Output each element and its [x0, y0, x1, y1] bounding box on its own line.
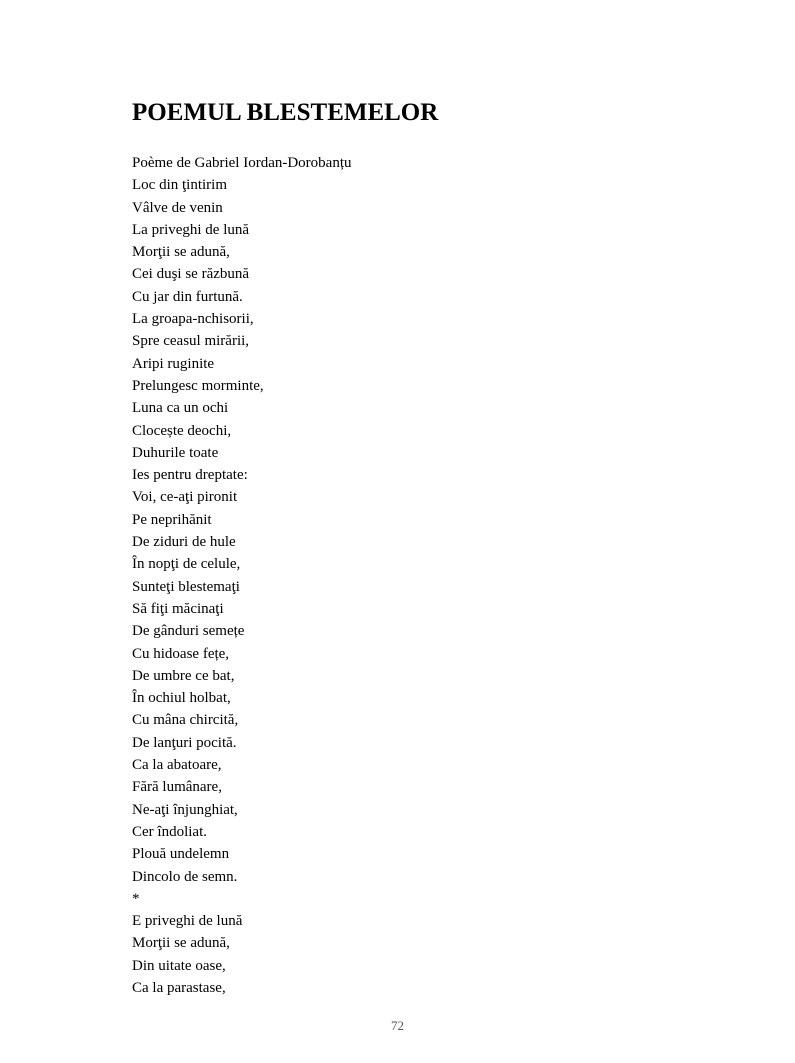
- poem-line: La priveghi de lună: [132, 221, 250, 238]
- poem-line: În nopţi de celule,: [132, 556, 241, 573]
- poem-line: Sunteţi blestemaţi: [132, 578, 240, 595]
- poem-line: *: [132, 890, 140, 907]
- poem-line: Voi, ce-aţi pironit: [132, 489, 238, 506]
- poem-line: Ca la parastase,: [132, 979, 226, 996]
- poem-line: Ca la abatoare,: [132, 757, 222, 774]
- poem-line: Morţii se adună,: [132, 244, 230, 261]
- poem-line: De umbre ce bat,: [132, 667, 235, 684]
- poem-line: Fără lumânare,: [132, 779, 222, 796]
- poem-line: De ziduri de hule: [132, 534, 236, 551]
- poem-line: Prelungesc morminte,: [132, 377, 264, 394]
- poem-line: La groapa-nchisorii,: [132, 311, 254, 328]
- poem-line: Vâlve de venin: [132, 199, 223, 216]
- poem-line: Morţii se adună,: [132, 935, 230, 952]
- poem-line: De lanţuri pocită.: [132, 734, 237, 751]
- poem-line: Cu hidoase fețe,: [132, 645, 230, 662]
- poem-line: Duhurile toate: [132, 444, 219, 461]
- poem-line: În ochiul holbat,: [132, 690, 231, 707]
- poem-line: Poème de Gabriel Iordan-Dorobanțu: [132, 155, 352, 171]
- poem-line: Cu jar din furtună.: [132, 288, 243, 305]
- poem-line: Cu mâna chircită,: [132, 712, 239, 729]
- poem-line: Spre ceasul mirării,: [132, 333, 250, 350]
- page-number: 72: [391, 1018, 404, 1033]
- poem-line: De gânduri semețe: [132, 623, 245, 640]
- poem-line: Dincolo de semn.: [132, 868, 238, 885]
- poem-body: [132, 152, 352, 999]
- poem-line: Ne-aţi înjunghiat,: [132, 801, 238, 818]
- poem-line: Clocește deochi,: [132, 422, 232, 439]
- poem-line: Plouă undelemn: [132, 846, 230, 863]
- poem-line: Luna ca un ochi: [132, 400, 229, 417]
- poem-line: Să fiţi măcinaţi: [132, 600, 224, 617]
- poem-line: Loc din ţintirim: [132, 177, 227, 194]
- poem-line: Pe neprihănit: [132, 511, 212, 528]
- page-title: POEMUL BLESTEMELOR: [132, 99, 439, 126]
- poem-line: Aripi ruginite: [132, 355, 215, 372]
- poem-line: Ies pentru dreptate:: [132, 467, 248, 484]
- poem-line: E priveghi de lună: [132, 913, 243, 930]
- poem-line: Din uitate oase,: [132, 957, 226, 974]
- poem-line: Cer îndoliat.: [132, 823, 207, 840]
- poem-line: Cei duşi se răzbună: [132, 266, 250, 283]
